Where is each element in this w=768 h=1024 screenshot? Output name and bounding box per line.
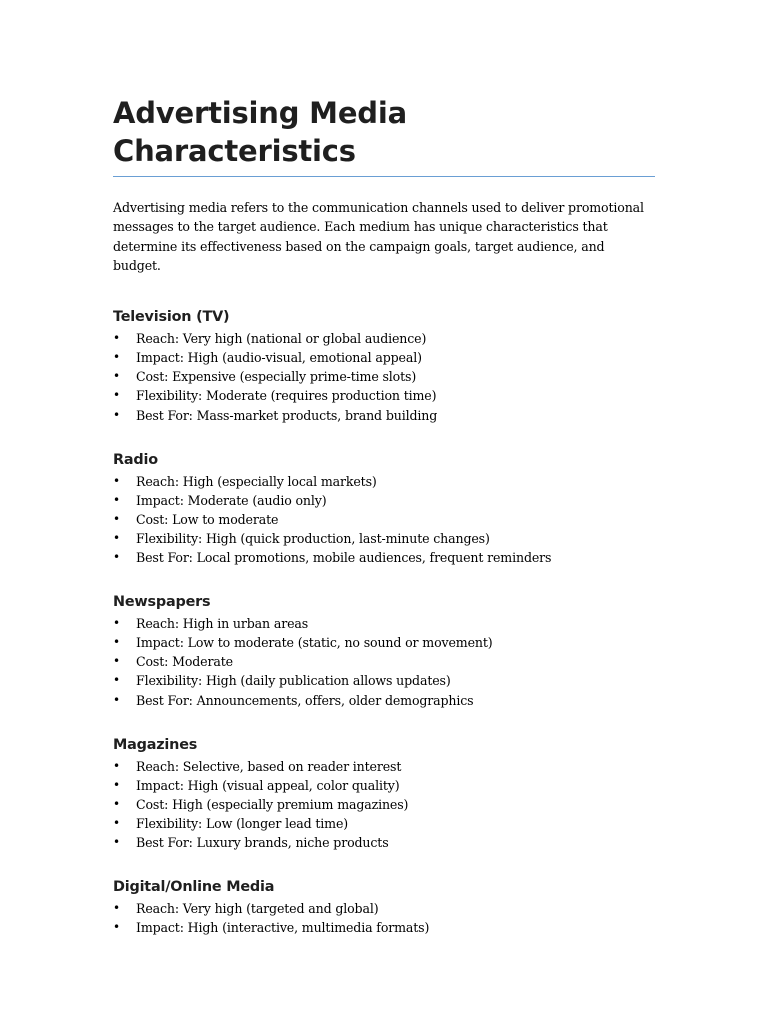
bullet-icon: • [113, 350, 120, 365]
bullet-icon: • [113, 550, 120, 565]
bullet-icon: • [113, 511, 120, 526]
list-item [113, 795, 655, 814]
bullet-icon: • [113, 777, 120, 792]
list-item-text: Flexibility: Moderate (requires production time) [136, 388, 437, 404]
bullet-icon: • [113, 758, 120, 773]
bullet-icon: • [113, 901, 120, 916]
bullet-icon: • [113, 331, 120, 346]
list-item [113, 529, 655, 548]
bullet-icon: • [113, 920, 120, 935]
list-item-text: Impact: Moderate (audio only) [136, 492, 327, 508]
media-sections [113, 307, 655, 937]
document-page [113, 94, 655, 937]
list-item [113, 652, 655, 671]
list-item [113, 472, 655, 491]
list-item-text: Best For: Luxury brands, niche products [136, 834, 389, 850]
list-item-text: Best For: Announcements, offers, older demographics [136, 692, 474, 708]
bullet-icon: • [113, 369, 120, 384]
list-item [113, 633, 655, 652]
list-item-text: Reach: High (especially local markets) [136, 473, 377, 489]
list-item-text: Impact: High (visual appeal, color quality) [136, 777, 400, 793]
bullet-list [113, 614, 655, 709]
list-item [113, 406, 655, 425]
list-item [113, 918, 655, 937]
section-digital-online-media [113, 877, 655, 937]
list-item-text: Impact: High (interactive, multimedia formats) [136, 920, 430, 936]
list-item [113, 510, 655, 529]
list-item-text: Best For: Mass-market products, brand building [136, 407, 438, 423]
bullet-list [113, 329, 655, 424]
bullet-list [113, 472, 655, 567]
bullet-icon: • [113, 473, 120, 488]
bullet-icon: • [113, 692, 120, 707]
section-radio [113, 450, 655, 567]
list-item [113, 899, 655, 918]
list-item-text: Reach: Very high (targeted and global) [136, 901, 379, 917]
list-item-text: Flexibility: High (daily publication allows updates) [136, 673, 451, 689]
list-item-text: Flexibility: Low (longer lead time) [136, 815, 349, 831]
bullet-icon: • [113, 388, 120, 403]
list-item [113, 386, 655, 405]
list-item-text: Cost: Low to moderate [136, 511, 279, 527]
document-title: Advertising Media Characteristics [113, 94, 655, 177]
bullet-icon: • [113, 834, 120, 849]
section-television [113, 307, 655, 424]
list-item-text: Reach: Very high (national or global audience) [136, 331, 427, 347]
list-item [113, 491, 655, 510]
bullet-icon: • [113, 530, 120, 545]
bullet-icon: • [113, 815, 120, 830]
bullet-icon: • [113, 492, 120, 507]
list-item [113, 548, 655, 567]
section-magazines [113, 735, 655, 852]
section-heading: Magazines [113, 736, 198, 753]
bullet-icon: • [113, 796, 120, 811]
bullet-icon: • [113, 407, 120, 422]
list-item [113, 348, 655, 367]
list-item [113, 691, 655, 710]
intro-paragraph: Advertising media refers to the communication channels used to deliver promotional messages to the target audience. Each medium has unique characteristics that determine its effectiveness based on the campaign goals, target audience, and budget. [113, 200, 644, 273]
section-heading: Digital/Online Media [113, 879, 275, 896]
section-newspapers [113, 592, 655, 709]
bullet-list [113, 757, 655, 852]
list-item-text: Impact: High (audio-visual, emotional appeal) [136, 350, 422, 366]
list-item-text: Cost: High (especially premium magazines) [136, 796, 409, 812]
list-item [113, 757, 655, 776]
bullet-list [113, 899, 655, 937]
list-item [113, 776, 655, 795]
list-item-text: Cost: Expensive (especially prime-time slots) [136, 369, 417, 385]
bullet-icon: • [113, 673, 120, 688]
section-heading: Newspapers [113, 594, 211, 611]
list-item [113, 833, 655, 852]
list-item [113, 329, 655, 348]
list-item-text: Best For: Local promotions, mobile audiences, frequent reminders [136, 550, 552, 566]
list-item [113, 367, 655, 386]
list-item [113, 814, 655, 833]
section-heading: Radio [113, 451, 158, 468]
list-item [113, 614, 655, 633]
list-item-text: Cost: Moderate [136, 654, 233, 670]
bullet-icon: • [113, 654, 120, 669]
list-item [113, 671, 655, 690]
list-item-text: Flexibility: High (quick production, last-minute changes) [136, 530, 490, 546]
bullet-icon: • [113, 616, 120, 631]
list-item-text: Reach: High in urban areas [136, 616, 309, 632]
section-heading: Television (TV) [113, 309, 230, 326]
bullet-icon: • [113, 635, 120, 650]
list-item-text: Reach: Selective, based on reader interest [136, 758, 402, 774]
list-item-text: Impact: Low to moderate (static, no sound or movement) [136, 635, 493, 651]
